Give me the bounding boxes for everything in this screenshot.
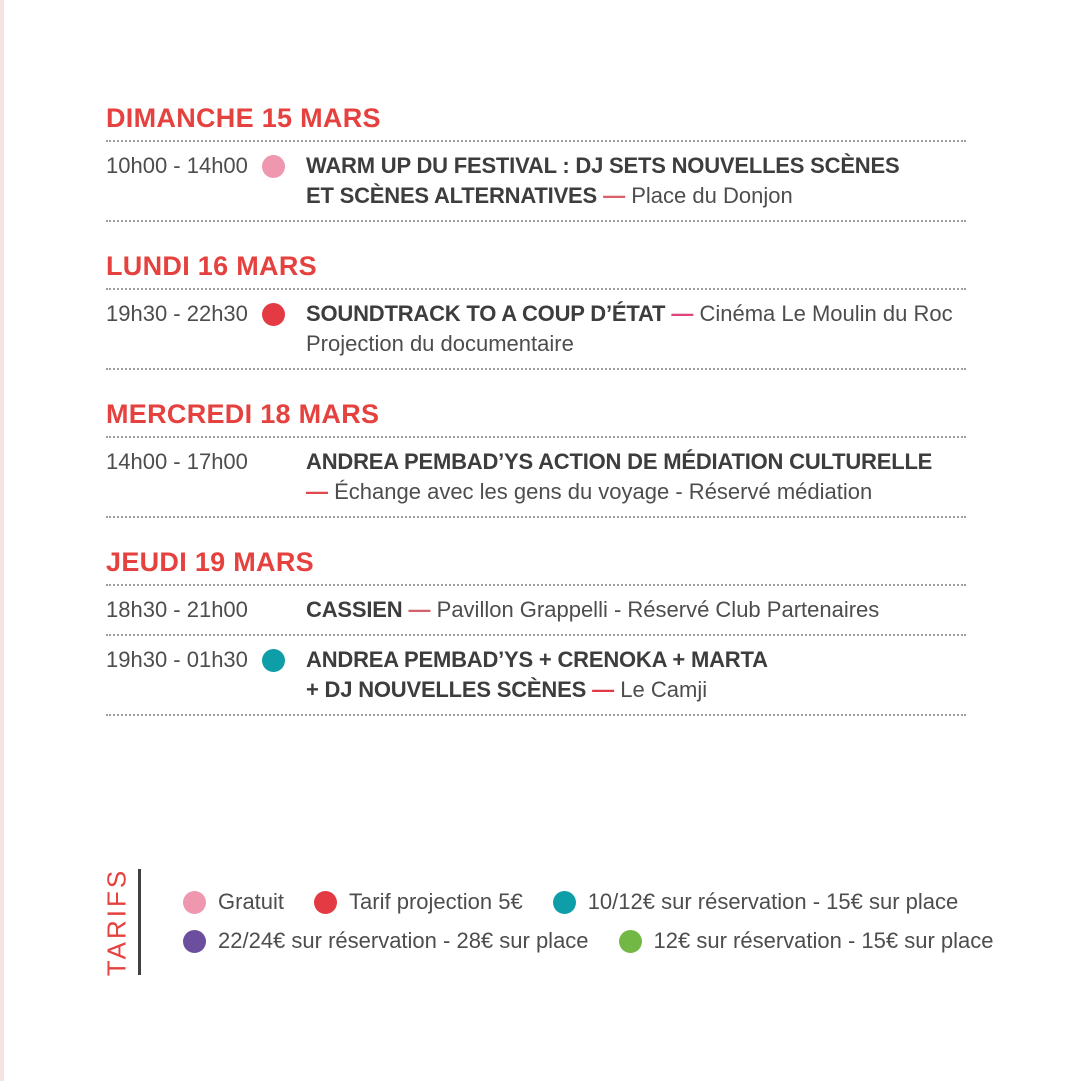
- day-heading: JEUDI 19 MARS: [106, 548, 966, 586]
- dot-column: [254, 151, 306, 183]
- dot-column: [254, 595, 306, 599]
- tarifs-legend-row: [183, 889, 994, 915]
- event-title-text: + DJ NOUVELLES SCÈNES: [306, 677, 587, 702]
- schedule: [106, 104, 966, 716]
- event-line: [306, 151, 966, 181]
- tarifs-legend-row: [183, 928, 994, 954]
- tarif-label: 12€ sur réservation - 15€ sur place: [653, 928, 994, 953]
- event-line: [306, 477, 966, 507]
- event-line: [306, 447, 966, 477]
- dash-separator: —: [586, 677, 621, 702]
- tarifs-label-box: [96, 866, 138, 978]
- day-heading: LUNDI 16 MARS: [106, 252, 966, 290]
- event-line: [306, 181, 966, 211]
- tarif-legend-item: [183, 928, 589, 954]
- event-line: [306, 675, 966, 705]
- tarif-label: 22/24€ sur réservation - 28€ sur place: [218, 928, 589, 953]
- day-section: [106, 400, 966, 518]
- event-time: 10h00 - 14h00: [106, 153, 248, 178]
- event-description: [306, 447, 966, 507]
- event-row: [106, 438, 966, 518]
- event-title-text: ANDREA PEMBAD’YS + CRENOKA + MARTA: [306, 647, 768, 672]
- event-row: [106, 586, 966, 636]
- dash-separator: —: [306, 479, 335, 504]
- dot-column: [254, 299, 306, 331]
- event-title-text: ET SCÈNES ALTERNATIVES: [306, 183, 597, 208]
- event-title-text: SOUNDTRACK TO A COUP D’ÉTAT: [306, 301, 666, 326]
- event-time: 19h30 - 01h30: [106, 647, 248, 672]
- day-section: [106, 548, 966, 716]
- tarif-label: Gratuit: [218, 889, 285, 914]
- tarif-dot: [183, 891, 206, 914]
- event-line: [306, 645, 966, 675]
- tarifs-section: [96, 866, 994, 978]
- tarif-dot: [619, 930, 642, 953]
- event-time: 19h30 - 22h30: [106, 301, 248, 326]
- event-line: [306, 329, 966, 359]
- tarifs-vertical-label: TARIFS: [101, 867, 132, 977]
- tarif-dot: [553, 891, 576, 914]
- event-row: [106, 142, 966, 222]
- page-edge-strip: [0, 0, 4, 1081]
- event-venue-text: Projection du documentaire: [306, 331, 574, 356]
- event-title-text: ANDREA PEMBAD’YS ACTION DE MÉDIATION CULTURELLE: [306, 449, 933, 474]
- day-section: [106, 104, 966, 222]
- event-time: 14h00 - 17h00: [106, 449, 248, 474]
- tarifs-divider-rule: [138, 869, 141, 975]
- tarif-legend-item: [314, 889, 523, 915]
- tarif-legend-item: [619, 928, 994, 954]
- event-line: [306, 299, 966, 329]
- dash-separator: —: [597, 183, 632, 208]
- event-title-text: CASSIEN: [306, 597, 403, 622]
- event-time: 18h30 - 21h00: [106, 597, 248, 622]
- event-venue-text: Cinéma Le Moulin du Roc: [699, 301, 953, 326]
- event-line: [306, 595, 966, 625]
- tarif-label: Tarif projection 5€: [349, 889, 523, 914]
- tarifs-legend: [183, 866, 994, 954]
- tarif-legend-item: [183, 889, 284, 915]
- price-category-dot: [262, 303, 285, 326]
- dash-separator: —: [665, 301, 700, 326]
- event-venue-text: Place du Donjon: [631, 183, 793, 208]
- day-heading: MERCREDI 18 MARS: [106, 400, 966, 438]
- event-description: [306, 299, 966, 359]
- tarif-legend-item: [553, 889, 959, 915]
- tarif-label: 10/12€ sur réservation - 15€ sur place: [587, 889, 959, 914]
- event-title-text: WARM UP DU FESTIVAL : DJ SETS NOUVELLES SCÈNES: [306, 153, 900, 178]
- event-venue-text: Échange avec les gens du voyage - Réservé médiation: [334, 479, 873, 504]
- event-row: [106, 636, 966, 716]
- event-venue-text: Le Camji: [620, 677, 708, 702]
- event-venue-text: Pavillon Grappelli - Réservé Club Partenaires: [436, 597, 880, 622]
- event-row: [106, 290, 966, 370]
- price-category-dot: [262, 649, 285, 672]
- dash-separator: —: [402, 597, 437, 622]
- dot-column: [254, 645, 306, 677]
- tarif-dot: [314, 891, 337, 914]
- tarif-dot: [183, 930, 206, 953]
- dot-column: [254, 447, 306, 451]
- price-category-dot: [262, 155, 285, 178]
- event-description: [306, 151, 966, 211]
- day-heading: DIMANCHE 15 MARS: [106, 104, 966, 142]
- event-description: [306, 645, 966, 705]
- event-description: [306, 595, 966, 625]
- day-section: [106, 252, 966, 370]
